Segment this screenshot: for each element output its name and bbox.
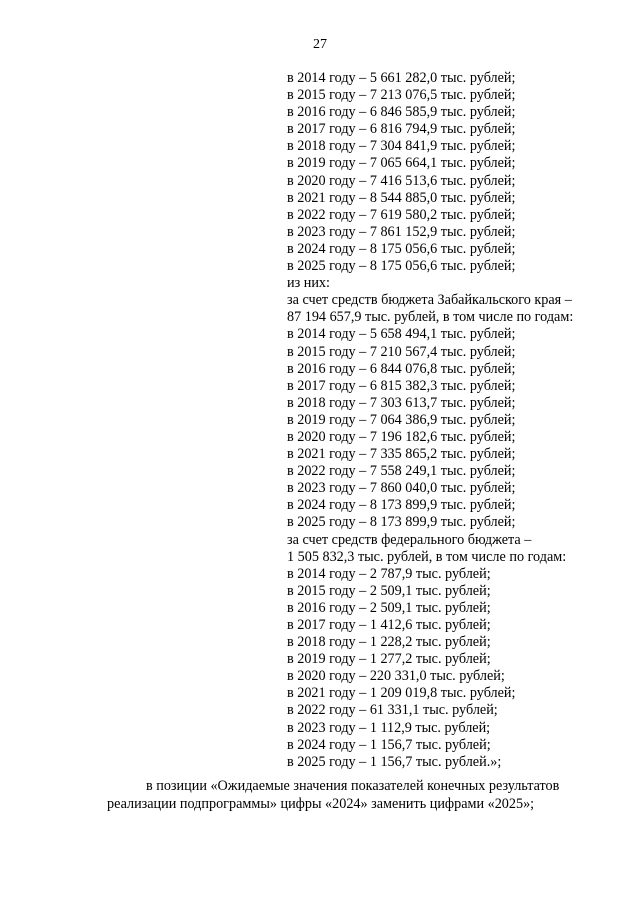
funding-list [287,70,617,771]
list-line: в 2017 году – 6 816 794,9 тыс. рублей; [287,121,516,138]
list-line: в 2015 году – 7 210 567,4 тыс. рублей; [287,343,516,360]
list-line: 1 505 832,3 тыс. рублей, в том числе по годам: [287,548,567,565]
list-line: в 2019 году – 7 064 386,9 тыс. рублей; [287,411,516,428]
list-line: в 2020 году – 220 331,0 тыс. рублей; [287,668,505,685]
list-line: в 2016 году – 2 509,1 тыс. рублей; [287,599,491,616]
list-line: в 2021 году – 1 209 019,8 тыс. рублей; [287,685,516,702]
list-line: в 2023 году – 1 112,9 тыс. рублей; [287,719,491,736]
list-line: в 2014 году – 5 661 282,0 тыс. рублей; [287,70,516,86]
list-line: в 2016 году – 6 844 076,8 тыс. рублей; [287,360,516,377]
list-line: в 2018 году – 7 304 841,9 тыс. рублей; [287,138,516,155]
paragraph-line: реализации подпрограммы» цифры «2024» заменить цифрами «2025»; [107,796,535,812]
list-line: в 2023 году – 7 861 152,9 тыс. рублей; [287,223,516,240]
list-line: в 2025 году – 1 156,7 тыс. рублей.»; [287,753,502,770]
list-line: в 2014 году – 2 787,9 тыс. рублей; [287,565,491,582]
list-line: из них: [287,275,330,292]
list-line: в 2023 году – 7 860 040,0 тыс. рублей; [287,480,516,497]
list-line: в 2024 году – 8 175 056,6 тыс. рублей; [287,240,516,257]
list-line: в 2022 году – 61 331,1 тыс. рублей; [287,702,498,719]
final-paragraph [107,777,607,813]
list-line: в 2025 году – 8 173 899,9 тыс. рублей; [287,514,516,531]
list-line: в 2022 году – 7 558 249,1 тыс. рублей; [287,463,516,480]
list-line: в 2015 году – 2 509,1 тыс. рублей; [287,582,491,599]
list-line: в 2021 году – 8 544 885,0 тыс. рублей; [287,189,516,206]
list-line: в 2021 году – 7 335 865,2 тыс. рублей; [287,446,516,463]
list-line: в 2025 году – 8 175 056,6 тыс. рублей; [287,258,516,275]
list-line: в 2018 году – 7 303 613,7 тыс. рублей; [287,394,516,411]
list-line: за счет средств федерального бюджета – [287,531,532,548]
list-line: в 2017 году – 1 412,6 тыс. рублей; [287,617,491,633]
paragraph-line: в позиции «Ожидаемые значения показателей конечных результатов [146,778,560,794]
list-line: в 2014 году – 5 658 494,1 тыс. рублей; [287,326,516,343]
list-line: в 2016 году – 6 846 585,9 тыс. рублей; [287,104,516,121]
list-line: в 2018 году – 1 228,2 тыс. рублей; [287,634,491,651]
list-line: в 2020 году – 7 416 513,6 тыс. рублей; [287,172,516,189]
list-line: в 2024 году – 8 173 899,9 тыс. рублей; [287,497,516,514]
list-line: в 2022 году – 7 619 580,2 тыс. рублей; [287,206,516,223]
list-line: 87 194 657,9 тыс. рублей, в том числе по годам: [287,309,574,326]
list-line: в 2019 году – 7 065 664,1 тыс. рублей; [287,155,516,172]
list-line: в 2024 году – 1 156,7 тыс. рублей; [287,736,491,753]
list-line: в 2015 году – 7 213 076,5 тыс. рублей; [287,87,516,104]
list-line: в 2020 году – 7 196 182,6 тыс. рублей; [287,428,516,445]
list-line: за счет средств бюджета Забайкальского края – [287,292,572,309]
list-line: в 2019 году – 1 277,2 тыс. рублей; [287,651,491,668]
page-number: 27 [313,37,327,52]
list-line: в 2017 году – 6 815 382,3 тыс. рублей; [287,377,516,394]
